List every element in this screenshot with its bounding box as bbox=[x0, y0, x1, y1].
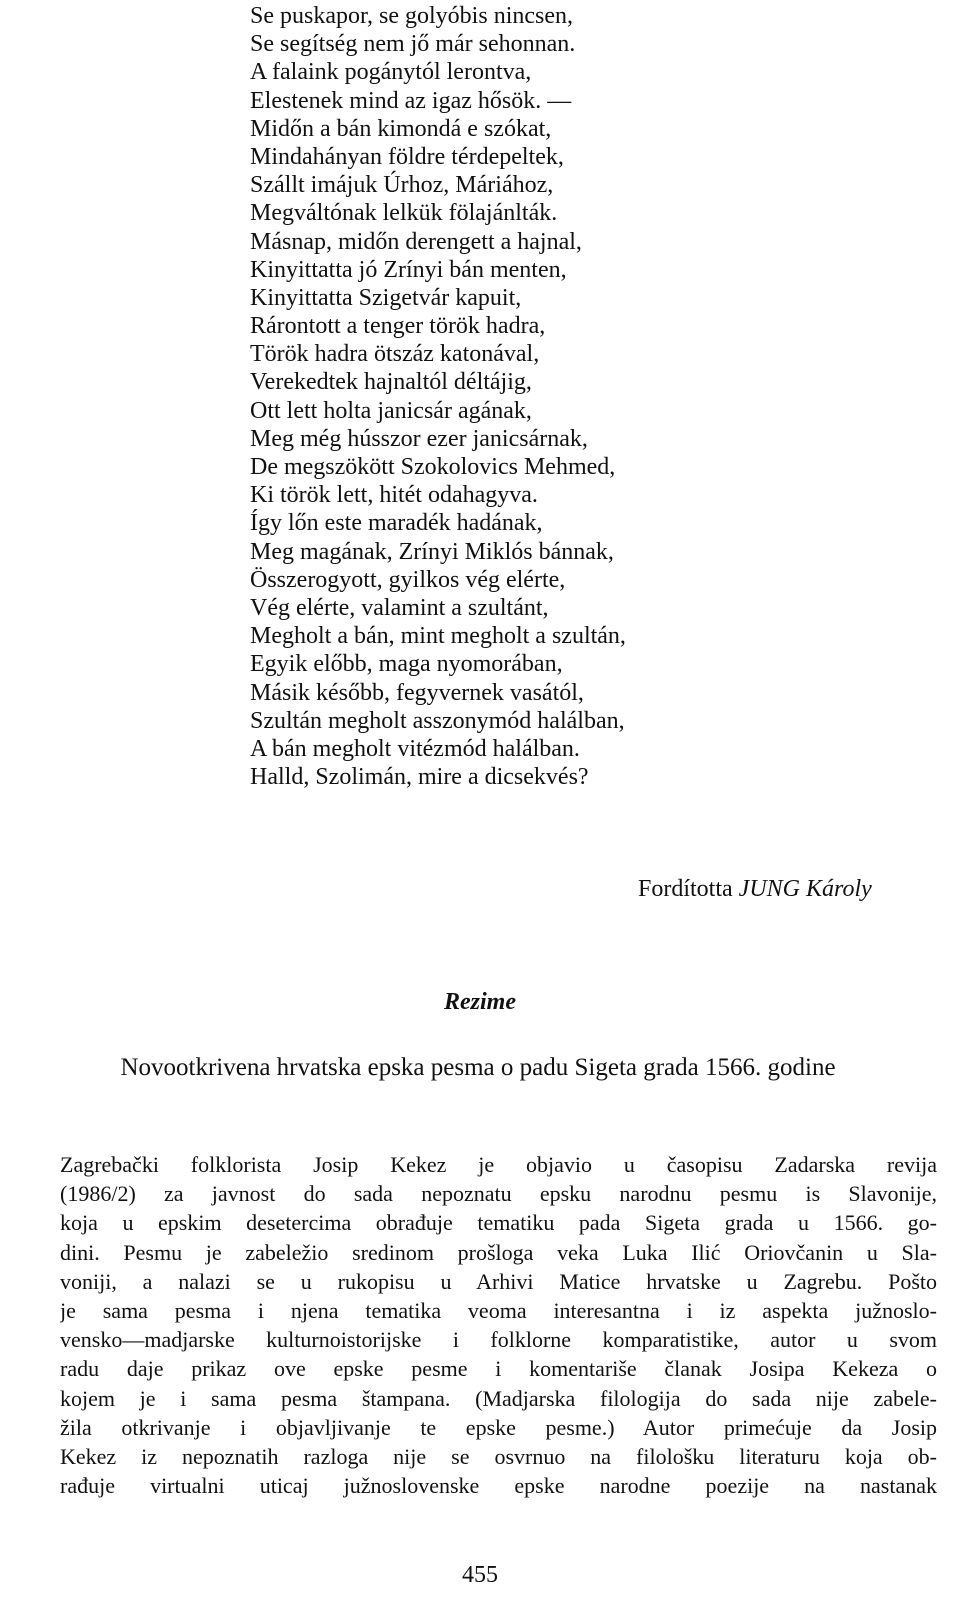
poem-line: Vég elérte, valamint a szultánt, bbox=[250, 594, 549, 621]
summary-line: žila otkrivanje i objavljivanje te epske pesme.) Autor primećuje da Josip bbox=[60, 1414, 937, 1440]
summary-line: rađuje virtualni uticaj južnoslovenske epske narodne poezije na nastanak bbox=[60, 1473, 937, 1499]
summary-line: voniji, a nalazi se u rukopisu u Arhivi Matice hrvatske u Zagrebu. Pošto bbox=[60, 1268, 937, 1294]
poem-line: Ki török lett, hitét odahagyva. bbox=[250, 482, 538, 509]
summary-line: je sama pesma i njena tematika veoma interesantna i iz aspekta južnoslo- bbox=[60, 1297, 937, 1323]
summary-line: koja u epskim desetercima obrađuje tematiku pada Sigeta grada u 1566. go- bbox=[60, 1210, 937, 1236]
translator-credit bbox=[638, 874, 872, 904]
poem-line: A bán megholt vitézmód halálban. bbox=[250, 735, 580, 762]
poem-line: Megváltónak lelkük fölajánlták. bbox=[250, 200, 558, 227]
poem-line: De megszökött Szokolovics Mehmed, bbox=[250, 454, 616, 480]
translator-prefix: Fordította bbox=[638, 876, 733, 902]
poem-line: Kinyittatta jó Zrínyi bán menten, bbox=[250, 256, 567, 283]
poem-line: Így lőn este maradék hadának, bbox=[250, 510, 543, 537]
poem-line: Mindahányan földre térdepeltek, bbox=[250, 143, 564, 170]
poem-line: Szultán megholt asszonymód halálban, bbox=[250, 707, 625, 734]
poem-line: A falaink pogánytól lerontva, bbox=[250, 59, 532, 86]
poem-line: Török hadra ötszáz katonával, bbox=[250, 341, 540, 368]
poem-line: Elestenek mind az igaz hősök. — bbox=[250, 87, 572, 114]
summary-line: (1986/2) za javnost do sada nepoznatu epsku narodnu pesmu is Slavonije, bbox=[60, 1181, 937, 1207]
summary-line: dini. Pesmu je zabeležio sredinom prošloga veka Luka Ilić Oriovčanin u Sla- bbox=[60, 1239, 937, 1265]
summary-title: Novootkrivena hrvatska epska pesma o padu Sigeta grada 1566. godine bbox=[120, 1054, 836, 1081]
poem-line: Egyik előbb, maga nyomorában, bbox=[250, 651, 563, 678]
poem-line: Meg magának, Zrínyi Miklós bánnak, bbox=[250, 538, 614, 565]
poem-line: Ott lett holta janicsár agának, bbox=[250, 397, 532, 424]
poem-line: Másnap, midőn derengett a hajnal, bbox=[250, 228, 582, 255]
summary-line: radu daje prikaz ove epske pesme i komentariše članak Josipa Kekeza o bbox=[60, 1356, 937, 1382]
summary-heading: Rezime bbox=[444, 989, 516, 1015]
poem-line: Másik később, fegyvernek vasától, bbox=[250, 679, 584, 706]
page-number: 455 bbox=[462, 1562, 498, 1588]
summary-line: Zagrebački folklorista Josip Kekez je objavio u časopisu Zadarska revija bbox=[60, 1152, 937, 1177]
poem-line: Se segítség nem jő már sehonnan. bbox=[250, 31, 576, 58]
poem-line: Midőn a bán kimondá e szókat, bbox=[250, 115, 552, 142]
poem-line: Meg még hússzor ezer janicsárnak, bbox=[250, 425, 588, 452]
summary-line: Kekez iz nepoznatih razloga nije se osvrnuo na filološku literaturu koja ob- bbox=[60, 1443, 937, 1469]
poem-stanza bbox=[250, 2, 940, 791]
summary-line: kojem je i sama pesma štampana. (Madjarska filologija do sada nije zabele- bbox=[60, 1385, 937, 1411]
poem-line: Halld, Szolimán, mire a dicsekvés? bbox=[250, 764, 589, 791]
poem-line: Rárontott a tenger török hadra, bbox=[250, 313, 546, 340]
poem-line: Szállt imájuk Úrhoz, Máriához, bbox=[250, 172, 554, 199]
poem-line: Összerogyott, gyilkos vég elérte, bbox=[250, 566, 566, 593]
poem-line: Verekedtek hajnaltól déltájig, bbox=[250, 369, 532, 396]
poem-line: Kinyittatta Szigetvár kapuit, bbox=[250, 284, 522, 311]
poem-line: Se puskapor, se golyóbis nincsen, bbox=[250, 3, 574, 29]
translator-name: JUNG Károly bbox=[738, 876, 872, 902]
summary-body bbox=[60, 1150, 937, 1500]
summary-line: vensko—madjarske kulturnoistorijske i folklorne komparatistike, autor u svom bbox=[60, 1327, 937, 1353]
poem-line: Megholt a bán, mint megholt a szultán, bbox=[250, 623, 626, 650]
